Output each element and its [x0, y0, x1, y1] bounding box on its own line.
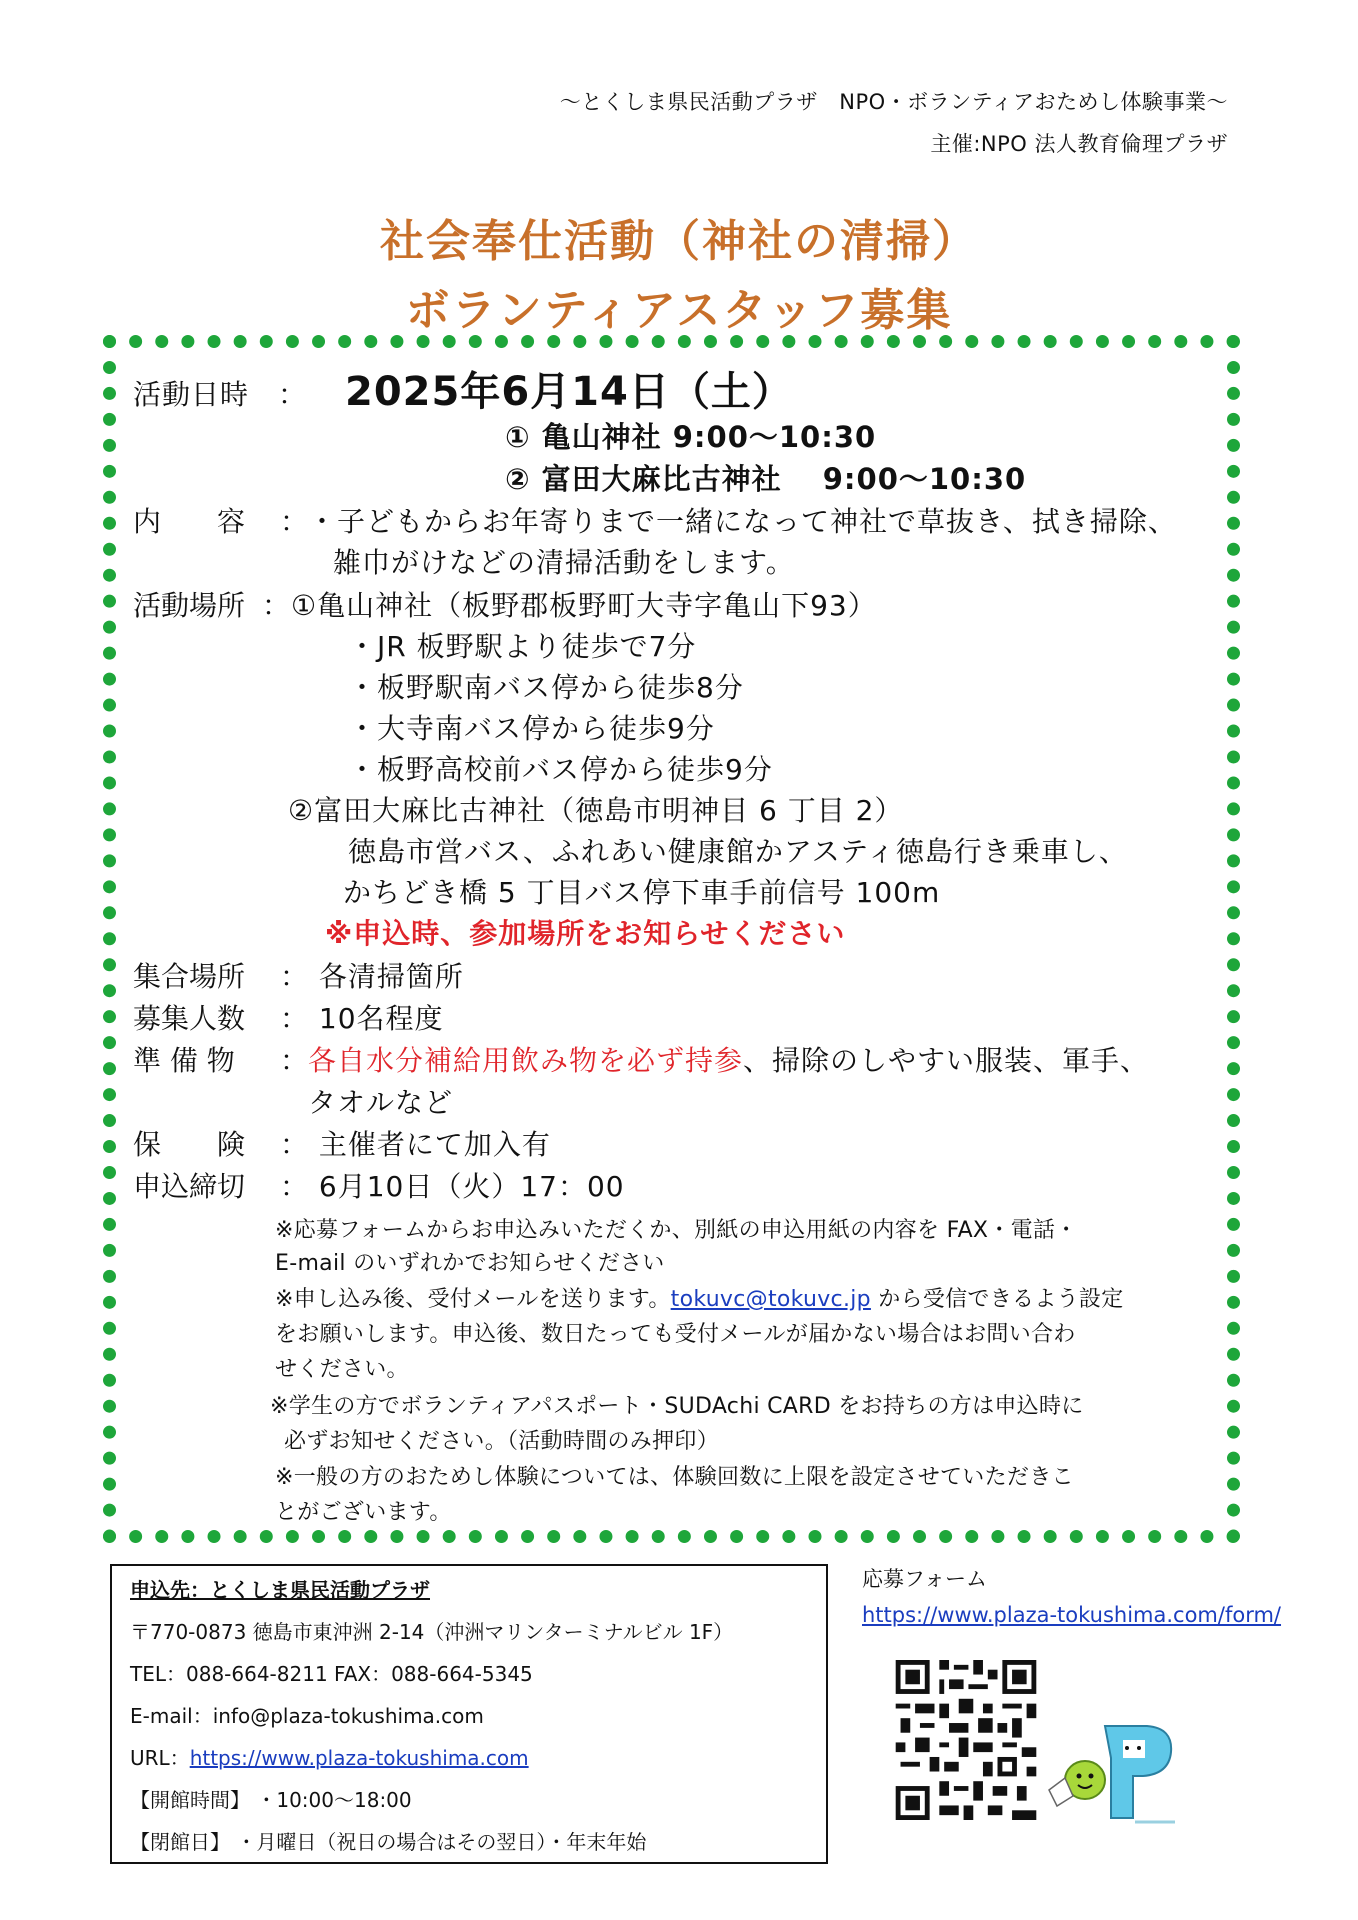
note-2a [275, 1282, 1124, 1313]
location-2: ②富田大麻比古神社（徳島市明神目 6 丁目 2） [288, 794, 904, 827]
contact-title: 申込先：とくしま県民活動プラザ [130, 1578, 430, 1602]
contact-url-link[interactable]: https://www.plaza-tokushima.com [189, 1746, 529, 1770]
content-line-2: 雑巾がけなどの清掃活動をします。 [333, 546, 795, 579]
contact-url-label: URL： [130, 1746, 190, 1770]
items-line-1 [308, 1039, 1149, 1079]
content-label: 内 容 [133, 505, 246, 538]
note-2a-post: から受信できるよう設定 [870, 1287, 1124, 1312]
contact-closed: 【閉館日】 ・月曜日（祝日の場合はその翌日）・年末年始 [130, 1830, 647, 1854]
items-label: 準 備 物 [133, 1044, 235, 1077]
note-1b: E-mail のいずれかでお知らせください [275, 1251, 665, 1276]
items-colon: ： [280, 1044, 310, 1077]
capacity-label: 募集人数 [133, 1002, 246, 1035]
qr-code-icon[interactable] [895, 1660, 1037, 1820]
location-2-access-1: 徳島市営バス、ふれあい健康館かアスティ徳島行き乗車し、 [348, 835, 1128, 868]
location-notice: ※申込時、参加場所をお知らせください [325, 917, 846, 950]
note-3a: ※学生の方でボランティアパスポート・SUDAchi CARD をお持ちの方は申込時に [270, 1394, 1084, 1419]
event-date: 2025年6月14日（土） [345, 369, 793, 415]
contact-hours: 【開館時間】 ・10:00～18:00 [130, 1788, 412, 1812]
organizer: 主催:NPO 法人教育倫理プラザ [930, 132, 1228, 156]
note-1a: ※応募フォームからお申込みいただくか、別紙の申込用紙の内容を FAX・電話・ [275, 1218, 1078, 1243]
capacity-value: ： 10名程度 [280, 1002, 444, 1035]
meeting-label: 集合場所 [133, 960, 246, 993]
insurance-label: 保 険 [133, 1128, 246, 1161]
plaza-mascot-icon [1045, 1718, 1185, 1828]
deadline-label: 申込締切 [133, 1170, 246, 1203]
note-2b: をお願いします。申込後、数日たっても受付メールが届かない場合はお問い合わ [275, 1322, 1076, 1347]
note-2c: せください。 [275, 1357, 409, 1382]
page-subtitle: ボランティアスタッフ募集 [405, 285, 953, 336]
form-label: 応募フォーム [862, 1567, 987, 1591]
items-line-2: タオルなど [308, 1086, 454, 1119]
program-name: ～とくしま県民活動プラザ NPO・ボランティアおためし体験事業～ [559, 90, 1228, 114]
content-colon: ： [280, 505, 310, 538]
access-2: ・板野駅南バス停から徒歩8分 [348, 671, 744, 704]
insurance-value: ： 主催者にて加入有 [280, 1128, 551, 1161]
content-line-1: ・子どもからお年寄りまで一緒になって神社で草抜き、拭き掃除、 [308, 505, 1177, 538]
contact-url-row [130, 1742, 529, 1771]
deadline-value: ： 6月10日（火）17：00 [280, 1170, 625, 1203]
items-required: 各自水分補給用飲み物を必ず持参 [308, 1044, 744, 1077]
access-4: ・板野高校前バス停から徒歩9分 [348, 753, 773, 786]
contact-email-link[interactable]: tokuvc@tokuvc.jp [670, 1287, 871, 1312]
location-1: ：①亀山神社（板野郡板野町大寺字亀山下93） [262, 589, 877, 622]
note-4b: とがございます。 [275, 1500, 452, 1525]
note-3b: 必ずお知せください。（活動時間のみ押印） [284, 1429, 720, 1454]
note-2a-pre: ※申し込み後、受付メールを送ります。 [275, 1287, 671, 1312]
contact-address: 〒770-0873 徳島市東沖洲 2-14（沖洲マリンターミナルビル 1F） [130, 1620, 734, 1644]
contact-tel-fax: TEL：088-664-8211 FAX：088-664-5345 [130, 1662, 533, 1686]
location-label: 活動場所 [133, 589, 246, 622]
items-other: 、掃除のしやすい服装、軍手、 [743, 1044, 1150, 1077]
note-4a: ※一般の方のおためし体験については、体験回数に上限を設定させていただきこ [275, 1465, 1074, 1490]
access-3: ・大寺南バス停から徒歩9分 [348, 712, 715, 745]
contact-email: E-mail：info@plaza-tokushima.com [130, 1704, 484, 1728]
page-title: 社会奉仕活動（神社の清掃） [380, 216, 978, 267]
location-2-access-2: かちどき橋 5 丁目バス停下車手前信号 100m [343, 876, 941, 909]
shrine-2-time: ② 富田大麻比古神社 9:00～10:30 [505, 462, 1027, 496]
shrine-1-time: ① 亀山神社 9:00～10:30 [505, 420, 877, 454]
access-1: ・JR 板野駅より徒歩で7分 [348, 630, 697, 663]
meeting-value: ： 各清掃箇所 [280, 960, 464, 993]
date-label: 活動日時 ： [133, 378, 308, 411]
form-url-link[interactable]: https://www.plaza-tokushima.com/form/ [862, 1603, 1282, 1627]
